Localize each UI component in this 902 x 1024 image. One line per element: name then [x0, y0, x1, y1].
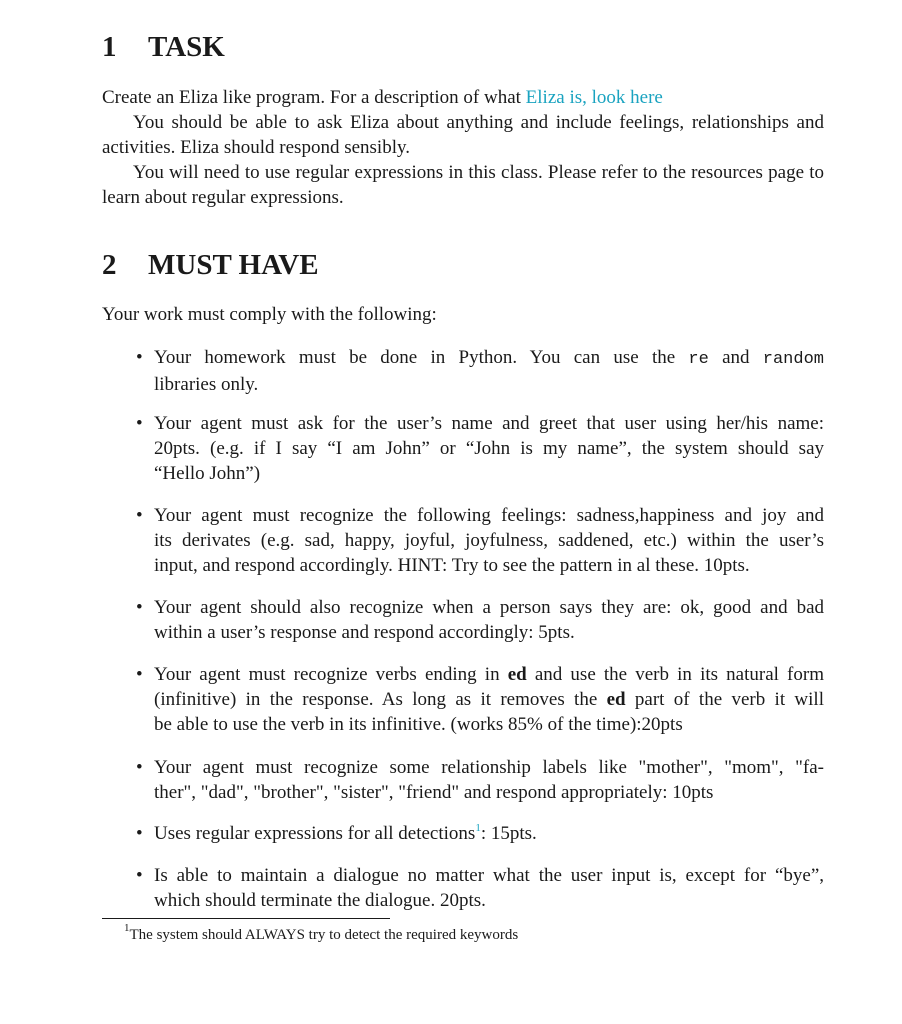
code-re: re	[688, 350, 709, 369]
item-text: and use the verb in its natural form	[526, 664, 824, 685]
list-item	[154, 821, 824, 846]
list-item	[154, 863, 824, 913]
must-have-intro: Your work must comply with the following:	[102, 304, 437, 325]
item-text: Uses regular expressions for all detections	[154, 823, 476, 844]
section-1-heading	[102, 30, 225, 64]
bullet-marker: •	[136, 597, 143, 618]
bullet-marker: •	[136, 865, 143, 886]
list-item	[154, 503, 824, 578]
item-line: Your agent must recognize the following feelings: sadness,happiness and joy and	[154, 505, 824, 526]
item-line: Your agent must recognize some relationship labels like "mother", "mom", "fa-	[154, 757, 824, 778]
item-text: Your homework must be done in Python. You can use the	[154, 347, 689, 368]
item-line: Your agent should also recognize when a person says they are: ok, good and bad	[154, 597, 824, 618]
item-text: part of the verb it will	[625, 689, 824, 710]
item-line: within a user’s response and respond accordingly: 5pts.	[154, 622, 575, 643]
task-paragraph-2: You should be able to ask Eliza about anything and include feelings, relationships and activities. Eliza should respond sensibly.	[102, 112, 824, 158]
code-random: random	[762, 350, 824, 369]
footnote-divider	[102, 918, 390, 919]
item-text: and	[708, 347, 763, 368]
section-title: TASK	[148, 31, 225, 63]
bullet-marker: •	[136, 823, 143, 844]
footnote-reference[interactable]: 1	[475, 822, 481, 834]
section-number: 1	[102, 31, 117, 63]
list-item	[154, 755, 824, 805]
task-intro-paragraph	[102, 85, 824, 110]
list-item	[154, 595, 824, 645]
item-text: : 15pts.	[480, 823, 537, 844]
item-line: Your agent must ask for the user’s name and greet that user using her/his name:	[154, 413, 824, 434]
item-line: ther", "dad", "brother", "sister", "friend" and respond appropriately: 10pts	[154, 782, 714, 803]
list-item	[154, 411, 824, 486]
footnote	[124, 922, 519, 945]
eliza-link[interactable]: Eliza is, look here	[525, 87, 663, 108]
section-title: MUST HAVE	[148, 249, 319, 281]
item-line: which should terminate the dialogue. 20pts.	[154, 890, 486, 911]
bold-ed: ed	[606, 689, 626, 710]
task-intro-text: Create an Eliza like program. For a description of what	[102, 87, 526, 108]
bold-ed: ed	[507, 664, 527, 685]
item-text: Your agent must recognize verbs ending in	[154, 664, 508, 685]
item-line: be able to use the verb in its infinitive. (works 85% of the time):20pts	[154, 714, 683, 735]
section-2-heading	[102, 248, 319, 282]
item-text: (infinitive) in the response. As long as it removes the	[154, 689, 607, 710]
bullet-marker: •	[136, 347, 143, 368]
task-paragraph-3: You will need to use regular expressions in this class. Please refer to the resources page to learn about regular expressions.	[102, 162, 824, 208]
item-line: Is able to maintain a dialogue no matter what the user input is, except for “bye”,	[154, 865, 824, 886]
section-number: 2	[102, 249, 117, 281]
footnote-text: The system should ALWAYS try to detect the required keywords	[129, 927, 519, 943]
bullet-marker: •	[136, 664, 143, 685]
item-line: “Hello John”)	[154, 463, 261, 484]
bullet-marker: •	[136, 757, 143, 778]
item-line: input, and respond accordingly. HINT: Try to see the pattern in al these. 10pts.	[154, 555, 750, 576]
list-item	[154, 662, 824, 737]
item-line: 20pts. (e.g. if I say “I am John” or “John is my name”, the system should say	[154, 438, 824, 459]
bullet-marker: •	[136, 413, 143, 434]
list-item	[154, 345, 824, 397]
item-text: libraries only.	[154, 374, 259, 395]
item-line: its derivates (e.g. sad, happy, joyful, joyfulness, saddened, etc.) within the user’s	[154, 530, 824, 551]
bullet-marker: •	[136, 505, 143, 526]
footnote-mark: 1	[124, 922, 130, 934]
